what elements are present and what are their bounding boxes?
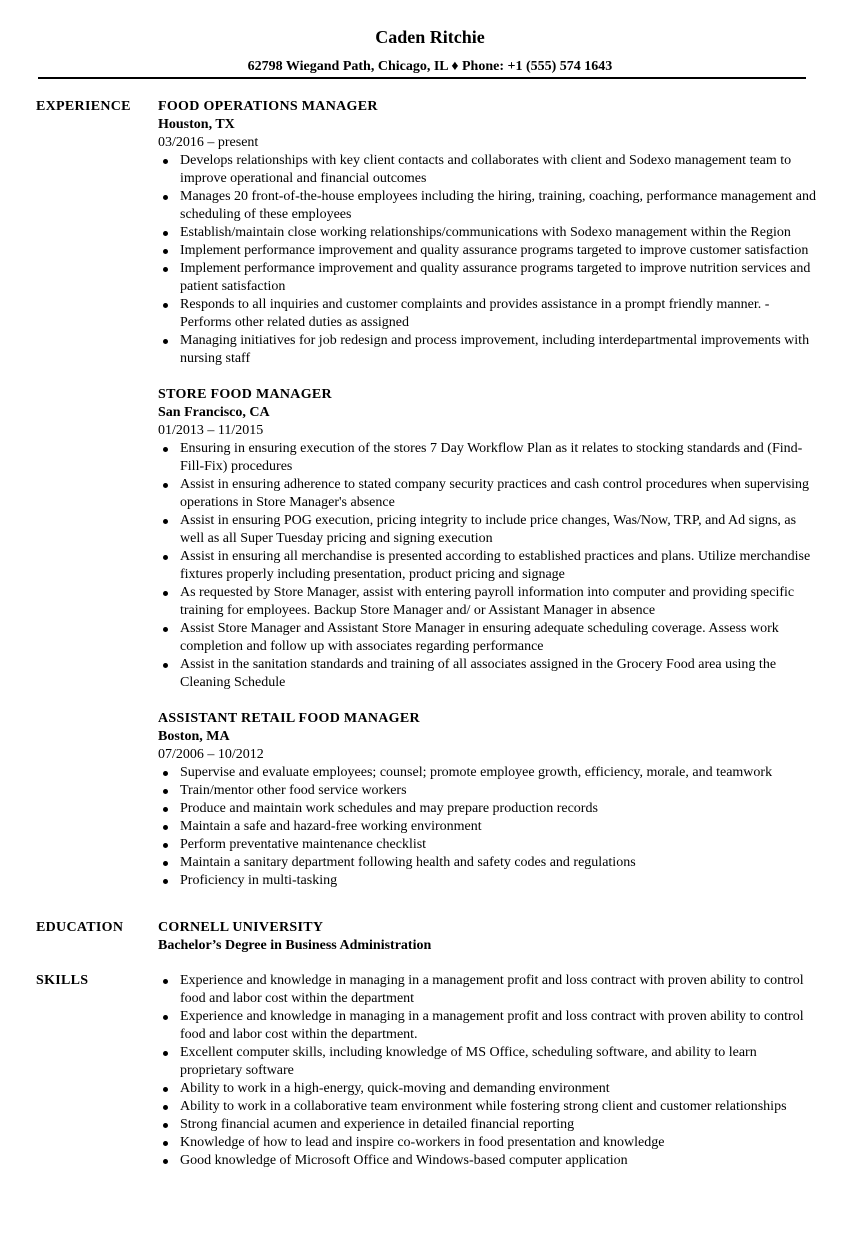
- bullet-text: As requested by Store Manager, assist with entering payroll information into computer and providing specific training for employees. Backup Store Manager and/ or Assistant Manager in absence: [180, 585, 795, 618]
- education-heading: EDUCATION: [36, 920, 124, 935]
- bullet-item: [158, 512, 818, 548]
- bullet-item: [158, 1080, 818, 1098]
- bullet-dot-icon: [163, 249, 168, 254]
- skills-heading: SKILLS: [36, 973, 89, 988]
- job-dates: 07/2006 – 10/2012: [158, 747, 264, 762]
- header-divider: [38, 77, 806, 79]
- bullet-dot-icon: [163, 663, 168, 668]
- bullet-item: [158, 782, 818, 800]
- degree-name: Bachelor’s Degree in Business Administration: [158, 938, 432, 953]
- bullet-item: [158, 1134, 818, 1152]
- bullet-text: Supervise and evaluate employees; counsel; promote employee growth, efficiency, morale, and teamwork: [180, 765, 773, 780]
- bullet-text: Maintain a safe and hazard-free working environment: [180, 819, 482, 834]
- job-entry: [158, 386, 818, 692]
- bullet-text: Good knowledge of Microsoft Office and Windows-based computer application: [180, 1153, 628, 1168]
- bullet-text: Develops relationships with key client contacts and collaborates with client and Sodexo management team to improve operational and financial outcomes: [180, 153, 792, 186]
- bullet-item: [158, 800, 818, 818]
- bullet-item: [158, 332, 818, 368]
- bullet-dot-icon: [163, 519, 168, 524]
- bullet-text: Ability to work in a collaborative team environment while fostering strong client and customer relationships: [180, 1099, 787, 1114]
- bullet-text: Perform preventative maintenance checklist: [180, 837, 427, 852]
- bullet-text: Establish/maintain close working relationships/communications with Sodexo management within the Region: [180, 225, 791, 240]
- bullet-dot-icon: [163, 339, 168, 344]
- bullet-text: Ability to work in a high-energy, quick-moving and demanding environment: [180, 1081, 610, 1096]
- bullet-dot-icon: [163, 1123, 168, 1128]
- bullet-item: [158, 260, 818, 296]
- bullet-text: Assist Store Manager and Assistant Store Manager in ensuring adequate scheduling coverage. Assess work completion and follow up with associates regarding performance: [180, 621, 779, 654]
- bullet-dot-icon: [163, 807, 168, 812]
- bullet-dot-icon: [163, 1105, 168, 1110]
- contact-line: 62798 Wiegand Path, Chicago, IL ♦ Phone: +1 (555) 574 1643: [247, 59, 613, 74]
- bullet-dot-icon: [163, 861, 168, 866]
- bullet-item: [158, 152, 818, 188]
- bullet-text: Implement performance improvement and quality assurance programs targeted to improve nutrition services and patient satisfaction: [180, 261, 811, 294]
- job-duties-list: [158, 152, 818, 368]
- job-title: STORE FOOD MANAGER: [158, 387, 332, 402]
- bullet-item: [158, 818, 818, 836]
- job-location: San Francisco, CA: [158, 405, 270, 420]
- education-body: [158, 919, 818, 955]
- experience-list: [158, 98, 818, 890]
- bullet-item: [158, 296, 818, 332]
- bullet-dot-icon: [163, 231, 168, 236]
- bullet-text: Knowledge of how to lead and inspire co-workers in food presentation and knowledge: [180, 1135, 665, 1150]
- bullet-item: [158, 620, 818, 656]
- resume-content: [0, 98, 860, 1170]
- bullet-text: Assist in ensuring POG execution, pricing integrity to include price changes, Was/Now, TRP, and Ad signs, as well as all Super Tuesday pricing and signing execution: [180, 513, 797, 546]
- bullet-dot-icon: [163, 1159, 168, 1164]
- bullet-text: Responds to all inquiries and customer complaints and provides assistance in a prompt friendly manner. - Performs other related duties as assigned: [180, 297, 770, 330]
- bullet-dot-icon: [163, 1141, 168, 1146]
- bullet-item: [158, 764, 818, 782]
- bullet-dot-icon: [163, 483, 168, 488]
- bullet-dot-icon: [163, 195, 168, 200]
- bullet-dot-icon: [163, 843, 168, 848]
- job-dates: 03/2016 – present: [158, 135, 259, 150]
- job-duties-list: [158, 440, 818, 692]
- skills-list: [158, 972, 818, 1170]
- bullet-text: Implement performance improvement and quality assurance programs targeted to improve customer satisfaction: [180, 243, 809, 258]
- bullet-item: [158, 854, 818, 872]
- bullet-item: [158, 584, 818, 620]
- bullet-dot-icon: [163, 771, 168, 776]
- bullet-text: Experience and knowledge in managing in a management profit and loss contract with proven ability to control food and labor cost within the department: [180, 973, 804, 1006]
- bullet-item: [158, 1044, 818, 1080]
- bullet-dot-icon: [163, 267, 168, 272]
- bullet-text: Assist in ensuring adherence to stated company security practices and cash control procedures when supervising operations in Store Manager's absence: [180, 477, 810, 510]
- bullet-text: Maintain a sanitary department following health and safety codes and regulations: [180, 855, 636, 870]
- bullet-dot-icon: [163, 825, 168, 830]
- candidate-name: Caden Ritchie: [375, 27, 485, 47]
- skills-section: [0, 972, 860, 1170]
- bullet-item: [158, 224, 818, 242]
- bullet-item: [158, 1008, 818, 1044]
- bullet-item: [158, 972, 818, 1008]
- bullet-item: [158, 872, 818, 890]
- bullet-text: Managing initiatives for job redesign and process improvement, including interdepartmental improvements with nursing staff: [180, 333, 810, 366]
- job-entry: [158, 98, 818, 368]
- bullet-text: Train/mentor other food service workers: [180, 783, 407, 798]
- job-location: Boston, MA: [158, 729, 230, 744]
- bullet-text: Excellent computer skills, including knowledge of MS Office, scheduling software, and ability to learn proprietary software: [180, 1045, 757, 1078]
- bullet-text: Ensuring in ensuring execution of the stores 7 Day Workflow Plan as it relates to stocking standards and (Find-Fill-Fix) procedures: [180, 441, 803, 474]
- bullet-item: [158, 1098, 818, 1116]
- bullet-text: Proficiency in multi-tasking: [180, 873, 338, 888]
- bullet-item: [158, 476, 818, 512]
- bullet-item: [158, 656, 818, 692]
- bullet-dot-icon: [163, 879, 168, 884]
- school-name: CORNELL UNIVERSITY: [158, 920, 324, 935]
- bullet-item: [158, 548, 818, 584]
- bullet-dot-icon: [163, 159, 168, 164]
- job-title: ASSISTANT RETAIL FOOD MANAGER: [158, 711, 420, 726]
- bullet-item: [158, 440, 818, 476]
- job-dates: 01/2013 – 11/2015: [158, 423, 264, 438]
- education-section: [0, 919, 860, 955]
- job-title: FOOD OPERATIONS MANAGER: [158, 99, 378, 114]
- job-location: Houston, TX: [158, 117, 235, 132]
- bullet-text: Assist in the sanitation standards and training of all associates assigned in the Grocery Food area using the Cleaning Schedule: [180, 657, 777, 690]
- experience-section: [0, 98, 860, 890]
- bullet-text: Experience and knowledge in managing in a management profit and loss contract with proven ability to control food and labor cost within the department.: [180, 1009, 804, 1042]
- bullet-dot-icon: [163, 1087, 168, 1092]
- bullet-dot-icon: [163, 1015, 168, 1020]
- bullet-dot-icon: [163, 447, 168, 452]
- bullet-text: Manages 20 front-of-the-house employees including the hiring, training, coaching, performance management and scheduling of these employees: [180, 189, 817, 222]
- bullet-item: [158, 1116, 818, 1134]
- job-entry: [158, 710, 818, 890]
- bullet-dot-icon: [163, 303, 168, 308]
- bullet-text: Strong financial acumen and experience in detailed financial reporting: [180, 1117, 575, 1132]
- bullet-dot-icon: [163, 555, 168, 560]
- bullet-dot-icon: [163, 789, 168, 794]
- bullet-item: [158, 188, 818, 224]
- experience-heading: EXPERIENCE: [36, 99, 131, 114]
- bullet-dot-icon: [163, 627, 168, 632]
- bullet-text: Assist in ensuring all merchandise is presented according to established practices and plans. Utilize merchandise fixtures properly including presentation, product pricing and signage: [180, 549, 811, 582]
- bullet-dot-icon: [163, 591, 168, 596]
- bullet-item: [158, 836, 818, 854]
- bullet-dot-icon: [163, 1051, 168, 1056]
- bullet-item: [158, 242, 818, 260]
- skills-body: [158, 972, 818, 1170]
- bullet-dot-icon: [163, 979, 168, 984]
- bullet-item: [158, 1152, 818, 1170]
- job-duties-list: [158, 764, 818, 890]
- bullet-text: Produce and maintain work schedules and may prepare production records: [180, 801, 598, 816]
